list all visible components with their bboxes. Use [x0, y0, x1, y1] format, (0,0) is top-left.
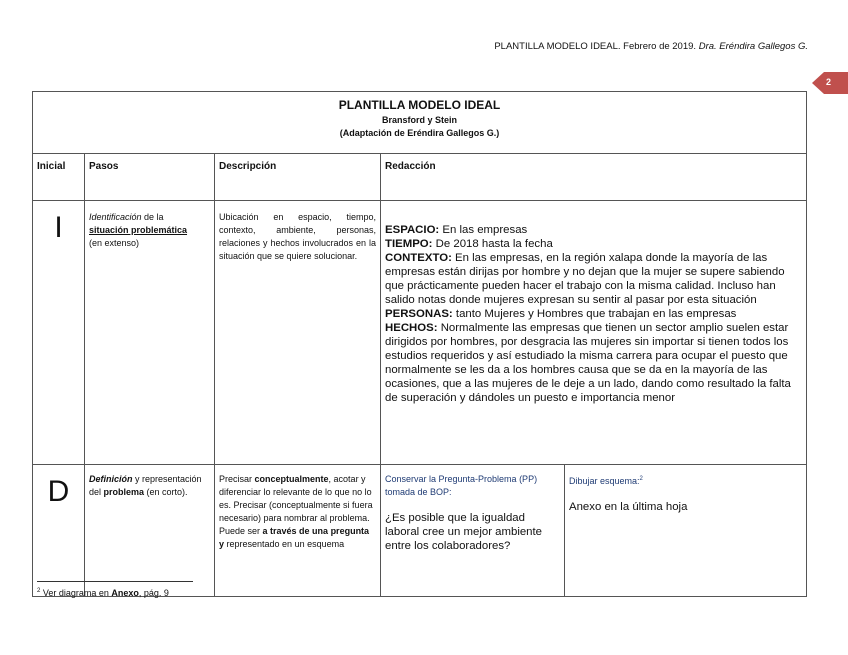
- step-underline: situación problemática: [89, 225, 188, 235]
- desc-d-bold1: conceptualmente: [254, 474, 329, 484]
- description-identificacion: Ubicación en espacio, tiempo, contexto, ambiente, personas, relaciones y hechos involucrados en la situación que se quiere solucionar.: [215, 201, 381, 465]
- table-title-cell: [33, 92, 807, 154]
- esquema-cell: [565, 465, 807, 597]
- espacio-text: En las empresas: [439, 224, 528, 236]
- footnote-bold: Anexo: [111, 588, 139, 598]
- table-adaptation: (Adaptación de Eréndira Gallegos G.): [339, 128, 500, 138]
- running-header: [494, 41, 808, 52]
- column-header-redaccion: Redacción: [381, 154, 807, 201]
- pp-label: Conservar la Pregunta-Problema (PP) tomada de BOP:: [385, 474, 538, 497]
- row-letter-d: D: [33, 465, 85, 597]
- page-number-tab: [812, 72, 848, 94]
- desc-d-bold2: a través de una pregunta y: [219, 526, 370, 549]
- scheme-text: Anexo en la última hoja: [569, 501, 688, 513]
- step-rest: (en extenso): [89, 238, 140, 248]
- row-letter-i: I: [33, 201, 85, 465]
- column-header-descripcion: Descripción: [215, 154, 381, 201]
- step-identificacion: [85, 201, 215, 465]
- description-definicion: [215, 465, 381, 597]
- footnote-divider: [37, 581, 193, 582]
- personas-label: PERSONAS:: [385, 308, 453, 320]
- desc-d-1: Precisar: [219, 474, 255, 484]
- footnote-mark: 2: [37, 588, 41, 594]
- espacio-label: ESPACIO:: [385, 224, 440, 236]
- header-author: Dra. Eréndira Gallegos G.: [698, 41, 808, 52]
- tiempo-text: De 2018 hasta la fecha: [432, 238, 553, 250]
- footnote-text-2: , pág. 9: [138, 588, 169, 598]
- scheme-footnote-ref[interactable]: 2: [639, 476, 643, 482]
- header-title: PLANTILLA MODELO IDEAL. Febrero de 2019.: [494, 41, 697, 52]
- desc-d-3: representado en un esquema: [224, 539, 345, 549]
- step-d-bold: problema: [103, 487, 145, 497]
- pregunta-problema-cell: [381, 465, 565, 597]
- footnote-text-1: Ver diagrama en: [40, 588, 112, 598]
- hechos-label: HECHOS:: [385, 322, 438, 334]
- scheme-label: [569, 473, 802, 488]
- step-d-italic: Definición: [89, 474, 133, 484]
- contexto-label: CONTEXTO:: [385, 252, 452, 264]
- step-definicion: [85, 465, 215, 597]
- step-italic: Identificación: [89, 212, 142, 222]
- page-number: 2: [825, 77, 831, 87]
- redaccion-identificacion: [381, 201, 807, 465]
- tiempo-label: TIEMPO:: [385, 238, 433, 250]
- table-subtitle: Bransford y Stein: [381, 115, 457, 125]
- column-header-inicial: Inicial: [33, 154, 85, 201]
- pp-text: ¿Es posible que la igualdad laboral cree un mejor ambiente entre los colaboradores?: [385, 512, 543, 552]
- hechos-text: Normalmente las empresas que tienen un sector amplio suelen estar dirigidos por hombres, por desgracia las mujeres sin importar si tienen todos los estudios requeridos y así estudiado la misma carrera para ocupar el puesto que normalmente se les da a los hombres causa que se da en la mayoría de las ocasiones, que a las mujeres de le deje a un lado, dando como resultado la falta de superación y dándoles un puesto e importancia menor: [385, 322, 791, 404]
- step-d-rest: (en corto).: [144, 487, 188, 497]
- scheme-label-text: Dibujar esquema:: [569, 476, 640, 486]
- footnote: [37, 588, 169, 598]
- ideal-template-table: [32, 91, 807, 597]
- table-title: PLANTILLA MODELO IDEAL: [338, 98, 501, 112]
- step-d-y: y representación del: [89, 474, 202, 497]
- step-de: de la: [141, 212, 164, 222]
- desc-d-2: , acotar y diferenciar lo relevante de lo que no lo es. Precisar (conceptualmente si fuera necesario) para nombrar al problema. Puede ser: [219, 474, 373, 536]
- contexto-text: En las empresas, en la región xalapa donde la mayoría de las empresas están dirijas por hombre y no dejan que la mujer se supere sabiendo que prácticamente pueden hacer el trabajo con la misma calidad. Incluso han salido notas donde mujeres expresan su sentir al pasar por esta situación: [385, 252, 785, 306]
- column-header-pasos: Pasos: [85, 154, 215, 201]
- personas-text: tanto Mujeres y Hombres que trabajan en las empresas: [452, 308, 737, 320]
